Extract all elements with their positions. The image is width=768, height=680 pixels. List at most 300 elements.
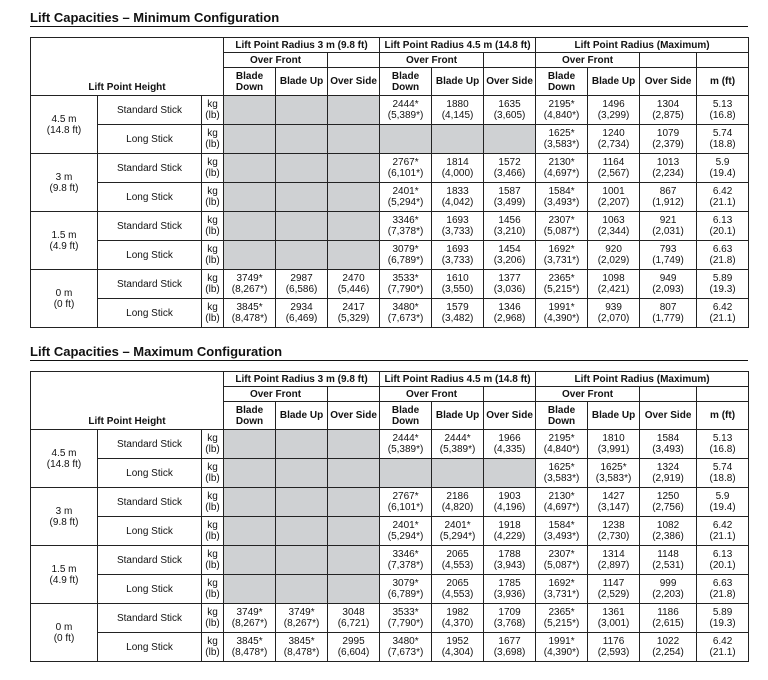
- capacity-lb: (3,210): [493, 226, 526, 237]
- lift-height-cell: [31, 96, 98, 154]
- capacity-cell: [484, 96, 536, 125]
- capacity-lb: (7,790*): [387, 284, 424, 295]
- capacity-kg: 1022: [656, 636, 680, 647]
- over-front-header: Over Front: [536, 53, 640, 68]
- capacity-lb: (6,604): [337, 647, 370, 658]
- capacity-kg: 1148: [657, 549, 679, 560]
- empty-cell: [276, 430, 328, 459]
- table-row: [31, 183, 749, 212]
- capacity-cell: [640, 459, 697, 488]
- empty-cell: [380, 459, 432, 488]
- capacity-lb: (5,329): [337, 313, 370, 324]
- unit-kg: kg: [207, 302, 218, 313]
- unit-cell: [202, 212, 224, 241]
- capacity-kg: 2444*: [392, 433, 419, 444]
- capacity-cell: [588, 241, 640, 270]
- capacity-lb: (3,493*): [543, 197, 580, 208]
- capacity-lb: (2,421): [597, 284, 630, 295]
- capacity-lb: (7,790*): [387, 618, 424, 629]
- height-imperial: (9.8 ft): [49, 182, 79, 194]
- capacity-cell: [380, 575, 432, 604]
- table-row: [31, 299, 749, 328]
- capacity-kg: 1810: [602, 433, 625, 444]
- capacity-cell: [588, 633, 640, 662]
- reach-ft: (21.1): [709, 313, 736, 324]
- reach-ft: (18.8): [709, 139, 736, 150]
- empty-cell: [224, 96, 276, 125]
- capacity-kg: 3480*: [392, 302, 419, 313]
- unit-cell: [202, 430, 224, 459]
- over-front-header: Over Front: [380, 387, 484, 402]
- capacity-kg: 1013: [656, 157, 680, 168]
- empty-cell: [328, 212, 380, 241]
- unit-lb: (lb): [205, 110, 220, 121]
- capacity-lb: (4,335): [493, 444, 526, 455]
- unit-lb: (lb): [205, 473, 220, 484]
- capacity-lb: (4,304): [441, 647, 474, 658]
- radius-group-header: Lift Point Radius 3 m (9.8 ft): [224, 38, 380, 53]
- radius-group-header: Lift Point Radius 3 m (9.8 ft): [224, 372, 380, 387]
- capacity-lb: (2,730): [597, 531, 630, 542]
- capacity-cell: [588, 517, 640, 546]
- reach-m: 5.9: [715, 157, 730, 168]
- reach-header: m (ft): [697, 402, 749, 430]
- capacity-lb: (3,036): [493, 284, 526, 295]
- unit-lb: (lb): [205, 139, 220, 150]
- capacity-lb: (5,389*): [387, 444, 424, 455]
- height-metric: 1.5 m: [51, 563, 77, 575]
- table-row: [31, 96, 749, 125]
- capacity-cell: [484, 546, 536, 575]
- capacity-lb: (2,379): [652, 139, 684, 150]
- stick-type-cell: Standard Stick: [98, 546, 202, 575]
- capacity-cell: [276, 270, 328, 299]
- table-row: [31, 575, 749, 604]
- capacity-cell: [380, 96, 432, 125]
- empty-cell: [276, 125, 328, 154]
- capacity-lb: (7,378*): [387, 226, 424, 237]
- capacity-kg: 1692*: [548, 244, 575, 255]
- capacity-lb: (4,553): [441, 589, 474, 600]
- table-row: [31, 154, 749, 183]
- empty-cell: [432, 125, 484, 154]
- capacity-lb: (2,203): [652, 589, 684, 600]
- capacity-kg: 1584: [656, 433, 680, 444]
- unit-lb: (lb): [205, 502, 220, 513]
- unit-lb: (lb): [205, 647, 220, 658]
- min-config-section: [30, 10, 748, 328]
- radius-group-header: Lift Point Radius 4.5 m (14.8 ft): [380, 372, 536, 387]
- capacity-kg: 1991*: [548, 302, 575, 313]
- capacity-kg: 1164: [602, 157, 625, 168]
- reach-cell: [697, 488, 749, 517]
- capacity-kg: 2365*: [548, 273, 575, 284]
- capacity-cell: [432, 154, 484, 183]
- capacity-lb: (3,731*): [543, 255, 580, 266]
- capacity-kg: 1833: [446, 186, 469, 197]
- stick-type-cell: Long Stick: [98, 183, 202, 212]
- reach-cell: [697, 212, 749, 241]
- lift-height-cell: [31, 430, 98, 488]
- capacity-kg: 3079*: [392, 578, 419, 589]
- capacity-kg: 949: [659, 273, 677, 284]
- height-imperial: (14.8 ft): [46, 458, 82, 470]
- empty-cell: [224, 488, 276, 517]
- capacity-lb: (2,254): [652, 647, 684, 658]
- blade-down-header: Blade Down: [536, 68, 588, 96]
- height-imperial: (0 ft): [53, 298, 75, 310]
- capacity-cell: [536, 96, 588, 125]
- capacity-lb: (4,840*): [543, 110, 580, 121]
- capacity-lb: (8,478*): [231, 313, 268, 324]
- unit-cell: [202, 575, 224, 604]
- empty-cell: [328, 488, 380, 517]
- capacity-cell: [588, 270, 640, 299]
- capacity-kg: 3845*: [236, 636, 263, 647]
- capacity-kg: 1918: [498, 520, 521, 531]
- reach-cell: [697, 633, 749, 662]
- blank-header: [484, 387, 536, 402]
- empty-cell: [328, 546, 380, 575]
- capacity-kg: 1079: [656, 128, 680, 139]
- capacity-cell: [484, 183, 536, 212]
- blank-header: [640, 53, 697, 68]
- capacity-lb: (3,583*): [595, 473, 632, 484]
- capacity-cell: [588, 546, 640, 575]
- unit-cell: [202, 183, 224, 212]
- blade-down-header: Blade Down: [224, 68, 276, 96]
- capacity-kg: 1176: [602, 636, 625, 647]
- capacity-lb: (2,070): [597, 313, 630, 324]
- capacity-cell: [536, 488, 588, 517]
- table-row: [31, 517, 749, 546]
- capacity-lb: (3,499): [493, 197, 526, 208]
- reach-ft: (16.8): [709, 444, 736, 455]
- capacity-cell: [640, 183, 697, 212]
- capacity-lb: (4,000): [441, 168, 474, 179]
- capacity-kg: 1966: [498, 433, 521, 444]
- capacity-lb: (4,390*): [543, 647, 580, 658]
- capacity-cell: [380, 241, 432, 270]
- reach-cell: [697, 299, 749, 328]
- over-side-header: Over Side: [484, 402, 536, 430]
- capacity-lb: (5,389*): [387, 110, 424, 121]
- capacity-cell: [484, 517, 536, 546]
- empty-cell: [484, 459, 536, 488]
- stick-type-cell: Standard Stick: [98, 154, 202, 183]
- unit-kg: kg: [207, 128, 218, 139]
- unit-kg: kg: [207, 491, 218, 502]
- capacity-cell: [640, 517, 697, 546]
- empty-cell: [224, 430, 276, 459]
- capacity-lb: (3,466): [493, 168, 526, 179]
- capacity-kg: 3048: [342, 607, 365, 618]
- unit-cell: [202, 270, 224, 299]
- reach-cell: [697, 125, 749, 154]
- capacity-kg: 2365*: [548, 607, 575, 618]
- capacity-kg: 921: [659, 215, 677, 226]
- over-front-header: Over Front: [224, 387, 328, 402]
- unit-lb: (lb): [205, 197, 220, 208]
- capacity-lb: (4,196): [493, 502, 526, 513]
- capacity-kg: 939: [605, 302, 622, 313]
- reach-ft: (19.3): [709, 284, 736, 295]
- capacity-cell: [432, 270, 484, 299]
- capacity-cell: [380, 299, 432, 328]
- capacity-cell: [640, 299, 697, 328]
- over-front-header: Over Front: [380, 53, 484, 68]
- unit-cell: [202, 459, 224, 488]
- capacity-kg: 1584*: [548, 520, 575, 531]
- capacity-kg: 1496: [602, 99, 625, 110]
- capacity-kg: 3749*: [236, 273, 263, 284]
- capacity-kg: 2987: [290, 273, 313, 284]
- capacity-lb: (2,344): [597, 226, 630, 237]
- capacity-kg: 1991*: [548, 636, 575, 647]
- reach-m: 5.13: [712, 99, 733, 110]
- height-metric: 0 m: [55, 287, 73, 299]
- empty-cell: [224, 241, 276, 270]
- empty-cell: [224, 183, 276, 212]
- unit-lb: (lb): [205, 255, 220, 266]
- unit-lb: (lb): [205, 618, 220, 629]
- reach-ft: (19.4): [709, 168, 736, 179]
- reach-m: 6.63: [712, 244, 733, 255]
- reach-cell: [697, 517, 749, 546]
- capacity-lb: (6,789*): [387, 589, 424, 600]
- capacity-kg: 1625*: [548, 128, 575, 139]
- capacity-kg: 1572: [498, 157, 521, 168]
- capacity-lb: (3,583*): [543, 139, 580, 150]
- empty-cell: [224, 546, 276, 575]
- capacity-cell: [588, 96, 640, 125]
- reach-cell: [697, 430, 749, 459]
- empty-cell: [224, 125, 276, 154]
- unit-lb: (lb): [205, 226, 220, 237]
- unit-kg: kg: [207, 578, 218, 589]
- reach-ft: (21.8): [709, 589, 736, 600]
- capacity-kg: 1693: [446, 244, 469, 255]
- stick-type-cell: Long Stick: [98, 575, 202, 604]
- capacity-cell: [588, 430, 640, 459]
- reach-ft: (20.1): [709, 560, 736, 571]
- capacity-cell: [484, 154, 536, 183]
- empty-cell: [328, 96, 380, 125]
- capacity-lb: (5,087*): [543, 560, 580, 571]
- reach-cell: [697, 96, 749, 125]
- blade-up-header: Blade Up: [276, 68, 328, 96]
- section-title: Lift Capacities – Maximum Configuration: [30, 344, 748, 361]
- capacity-cell: [276, 633, 328, 662]
- capacity-kg: 1693: [446, 215, 469, 226]
- unit-cell: [202, 517, 224, 546]
- unit-cell: [202, 241, 224, 270]
- capacity-lb: (5,294*): [387, 197, 424, 208]
- capacity-kg: 1186: [657, 607, 679, 618]
- stick-type-cell: Standard Stick: [98, 96, 202, 125]
- unit-lb: (lb): [205, 560, 220, 571]
- empty-cell: [328, 575, 380, 604]
- capacity-lb: (4,697*): [543, 502, 580, 513]
- unit-kg: kg: [207, 186, 218, 197]
- capacity-kg: 1625*: [548, 462, 575, 473]
- capacity-lb: (3,605): [493, 110, 526, 121]
- blade-up-header: Blade Up: [432, 402, 484, 430]
- capacity-kg: 1324: [656, 462, 680, 473]
- max-config-section: [30, 344, 748, 662]
- table-row: [31, 212, 749, 241]
- capacity-lb: (5,294*): [439, 531, 476, 542]
- unit-cell: [202, 125, 224, 154]
- blank-header: [328, 387, 380, 402]
- capacity-lb: (7,673*): [387, 647, 424, 658]
- capacity-lb: (2,031): [652, 226, 684, 237]
- capacity-kg: 1082: [656, 520, 680, 531]
- empty-cell: [276, 546, 328, 575]
- capacity-cell: [328, 270, 380, 299]
- empty-cell: [276, 96, 328, 125]
- reach-m: 6.13: [712, 549, 733, 560]
- capacity-lb: (8,267*): [231, 284, 268, 295]
- blank-header: [640, 387, 697, 402]
- capacity-kg: 2065: [446, 578, 469, 589]
- capacity-kg: 3346*: [392, 549, 419, 560]
- capacity-kg: 867: [659, 186, 677, 197]
- unit-kg: kg: [207, 549, 218, 560]
- capacity-cell: [536, 633, 588, 662]
- capacity-cell: [484, 633, 536, 662]
- capacity-kg: 1788: [498, 549, 521, 560]
- unit-cell: [202, 546, 224, 575]
- capacity-cell: [536, 183, 588, 212]
- capacity-lb: (3,299): [597, 110, 630, 121]
- empty-cell: [328, 430, 380, 459]
- over-side-header: Over Side: [484, 68, 536, 96]
- unit-lb: (lb): [205, 531, 220, 542]
- capacity-cell: [328, 299, 380, 328]
- capacity-kg: 1610: [446, 273, 469, 284]
- capacity-lb: (3,482): [441, 313, 474, 324]
- reach-m: 5.89: [712, 607, 733, 618]
- capacity-lb: (5,446): [337, 284, 370, 295]
- capacity-kg: 1377: [498, 273, 521, 284]
- capacity-kg: 1692*: [548, 578, 575, 589]
- reach-cell: [697, 154, 749, 183]
- capacity-cell: [640, 154, 697, 183]
- empty-cell: [276, 154, 328, 183]
- blade-up-header: Blade Up: [588, 68, 640, 96]
- capacity-lb: (3,698): [493, 647, 526, 658]
- capacity-cell: [640, 241, 697, 270]
- empty-cell: [276, 488, 328, 517]
- capacity-lb: (6,789*): [387, 255, 424, 266]
- capacity-lb: (2,919): [652, 473, 684, 484]
- radius-group-header: Lift Point Radius (Maximum): [536, 372, 749, 387]
- capacity-cell: [432, 96, 484, 125]
- capacity-cell: [484, 241, 536, 270]
- empty-cell: [380, 125, 432, 154]
- reach-ft: (21.1): [709, 197, 736, 208]
- section-title: Lift Capacities – Minimum Configuration: [30, 10, 748, 27]
- reach-m: 6.42: [712, 520, 733, 531]
- stick-type-cell: Standard Stick: [98, 430, 202, 459]
- stick-type-cell: Standard Stick: [98, 604, 202, 633]
- capacity-lb: (1,749): [652, 255, 684, 266]
- capacity-kg: 1579: [446, 302, 469, 313]
- empty-cell: [276, 241, 328, 270]
- capacity-kg: 3845*: [288, 636, 315, 647]
- capacity-lb: (1,912): [652, 197, 684, 208]
- capacity-cell: [588, 488, 640, 517]
- capacity-cell: [328, 633, 380, 662]
- capacity-cell: [224, 299, 276, 328]
- unit-kg: kg: [207, 462, 218, 473]
- blade-up-header: Blade Up: [276, 402, 328, 430]
- empty-cell: [276, 212, 328, 241]
- stick-type-cell: Standard Stick: [98, 212, 202, 241]
- reach-cell: [697, 459, 749, 488]
- empty-cell: [328, 241, 380, 270]
- empty-cell: [276, 575, 328, 604]
- capacity-kg: 1240: [602, 128, 625, 139]
- capacity-kg: 2401*: [392, 186, 419, 197]
- blank-header: [697, 387, 749, 402]
- capacity-lb: (4,840*): [543, 444, 580, 455]
- capacity-kg: 2130*: [548, 157, 575, 168]
- capacity-lb: (6,721): [337, 618, 370, 629]
- empty-cell: [224, 517, 276, 546]
- capacity-kg: 2186: [446, 491, 469, 502]
- height-metric: 3 m: [55, 171, 73, 183]
- capacity-lb: (2,093): [652, 284, 684, 295]
- empty-cell: [328, 183, 380, 212]
- capacity-lb: (2,593): [597, 647, 630, 658]
- empty-cell: [328, 154, 380, 183]
- capacity-cell: [432, 517, 484, 546]
- lift-point-height-header: Lift Point Height: [31, 38, 224, 96]
- capacity-kg: 2195*: [548, 99, 575, 110]
- height-metric: 0 m: [55, 621, 73, 633]
- capacity-lb: (3,493*): [543, 531, 580, 542]
- height-metric: 4.5 m: [51, 447, 77, 459]
- table-row: [31, 459, 749, 488]
- reach-m: 6.42: [712, 302, 733, 313]
- capacity-cell: [432, 430, 484, 459]
- capacity-cell: [588, 154, 640, 183]
- capacity-lb: (3,943): [493, 560, 526, 571]
- unit-cell: [202, 96, 224, 125]
- height-imperial: (4.9 ft): [49, 574, 79, 586]
- capacity-kg: 1814: [446, 157, 469, 168]
- reach-cell: [697, 546, 749, 575]
- capacity-cell: [536, 241, 588, 270]
- capacity-cell: [588, 459, 640, 488]
- capacity-cell: [484, 575, 536, 604]
- capacity-cell: [536, 212, 588, 241]
- capacity-lb: (8,478*): [231, 647, 268, 658]
- capacity-kg: 1903: [498, 491, 521, 502]
- capacity-lb: (2,029): [597, 255, 630, 266]
- capacity-cell: [432, 299, 484, 328]
- empty-cell: [224, 575, 276, 604]
- capacity-lb: (3,936): [493, 589, 526, 600]
- capacity-kg: 920: [605, 244, 622, 255]
- capacity-kg: 2401*: [444, 520, 471, 531]
- capacity-cell: [588, 125, 640, 154]
- capacity-lb: (3,206): [493, 255, 526, 266]
- reach-m: 5.13: [712, 433, 733, 444]
- unit-lb: (lb): [205, 313, 220, 324]
